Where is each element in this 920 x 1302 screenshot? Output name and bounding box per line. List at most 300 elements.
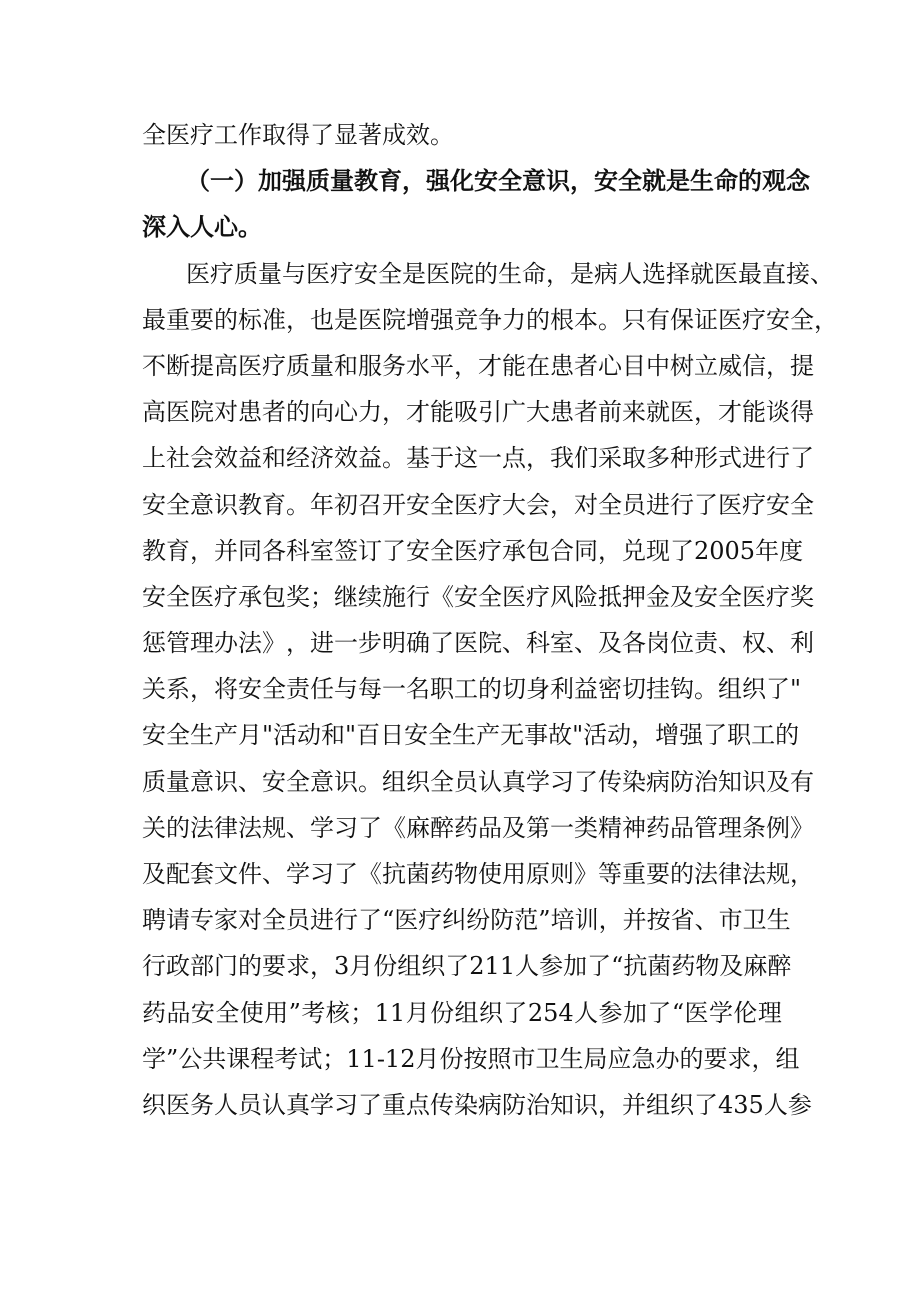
- text-segment: 法: [238, 813, 262, 842]
- text-segment: 生: [766, 906, 791, 935]
- text-segment: ，: [286, 305, 310, 334]
- text-segment: 认: [478, 767, 502, 796]
- text-segment: 全: [718, 582, 742, 611]
- text-segment: 水: [406, 351, 430, 380]
- text-segment: 心: [334, 398, 358, 427]
- text-segment: 法: [190, 813, 214, 842]
- text-segment: 织: [478, 998, 503, 1027]
- text-segment: 件: [238, 860, 262, 888]
- text-segment: 者: [574, 398, 598, 427]
- text-segment: 与: [282, 259, 306, 288]
- text-segment: 市: [718, 906, 743, 935]
- text-segment: 抵: [598, 582, 622, 611]
- text-segment: 考: [301, 998, 326, 1027]
- text-segment: 才: [406, 398, 430, 427]
- text-segment: ": [262, 721, 274, 750]
- text-segment: 承: [238, 582, 262, 611]
- text-segment: 《: [358, 860, 382, 888]
- text-segment: 医: [426, 259, 450, 288]
- text-segment: 安: [406, 536, 430, 565]
- text-segment: 务: [190, 1090, 214, 1119]
- text-segment: 》: [574, 860, 598, 888]
- text-segment: 患: [550, 398, 574, 427]
- text-segment: 施: [382, 582, 406, 611]
- text-segment: 安: [238, 675, 262, 704]
- text-segment: 提: [190, 351, 214, 380]
- text-segment: 责: [286, 675, 310, 704]
- text-segment: 力: [358, 398, 382, 427]
- text-segment: 也: [310, 305, 334, 334]
- text-segment: 社: [166, 444, 190, 473]
- text-segment: ，: [766, 351, 790, 380]
- text-segment: 重: [166, 305, 190, 334]
- text-segment: 安: [190, 998, 215, 1027]
- text-segment: 要: [646, 860, 670, 888]
- text-segment: 全: [790, 305, 814, 334]
- text-segment: 和: [321, 721, 346, 750]
- text-segment: 211: [469, 952, 516, 981]
- text-segment: 是: [402, 259, 426, 288]
- text-segment: 3: [334, 952, 350, 981]
- text-segment: 麻: [406, 813, 430, 842]
- text-segment: 真: [502, 767, 526, 796]
- text-segment: （: [186, 167, 210, 196]
- paragraph-line: [142, 805, 814, 851]
- text-segment: 位: [670, 629, 694, 658]
- text-segment: 风: [550, 582, 574, 611]
- text-segment: 疗: [214, 582, 238, 611]
- text-segment: 习: [334, 813, 358, 842]
- text-segment: 谈: [766, 398, 790, 427]
- text-segment: 直: [762, 259, 786, 288]
- paragraph-line: [142, 759, 814, 805]
- text-segment: 安: [766, 305, 790, 334]
- text-segment: 并: [622, 1090, 646, 1119]
- text-segment: 产: [214, 721, 238, 750]
- text-segment: 生: [452, 721, 477, 750]
- text-segment: 及: [766, 767, 790, 796]
- text-segment: ，: [546, 259, 570, 288]
- text-segment: 卫: [742, 906, 767, 935]
- text-segment: 动: [297, 721, 322, 750]
- text-segment: 传: [598, 767, 622, 796]
- text-segment: 按: [463, 1044, 488, 1073]
- paragraph-line: [142, 712, 800, 758]
- text-segment: 教: [238, 490, 262, 519]
- text-segment: 的: [474, 259, 498, 288]
- text-segment: 向: [310, 398, 334, 427]
- text-segment: 和: [334, 351, 358, 380]
- text-segment: 无: [500, 721, 525, 750]
- text-segment: 疗: [210, 259, 234, 288]
- text-segment: 心: [598, 351, 622, 380]
- text-segment: 意: [190, 490, 214, 519]
- text-segment: 、: [694, 906, 719, 935]
- text-segment: 省: [670, 906, 695, 935]
- text-segment: 药: [454, 813, 478, 842]
- text-segment: 来: [622, 398, 646, 427]
- text-segment: 各: [622, 629, 646, 658]
- text-segment: 信: [742, 351, 766, 380]
- text-segment: 织: [421, 952, 446, 981]
- text-segment: 了: [587, 952, 612, 981]
- text-segment: 组: [382, 767, 406, 796]
- text-segment: 管: [166, 629, 190, 658]
- text-segment: 认: [262, 1090, 286, 1119]
- section-heading-line: [142, 204, 782, 250]
- text-segment: ，: [526, 444, 550, 473]
- text-segment: 育: [262, 490, 286, 519]
- text-segment: 等: [598, 860, 622, 888]
- text-segment: 病: [594, 259, 618, 288]
- text-segment: 身: [526, 675, 550, 704]
- text-segment: 式: [718, 444, 742, 473]
- text-segment: 意: [522, 167, 546, 196]
- text-segment: 接: [786, 259, 810, 288]
- text-segment: 文: [214, 860, 238, 888]
- text-segment: 高: [142, 398, 166, 427]
- text-segment: 就: [642, 167, 666, 196]
- text-segment: ”: [288, 998, 301, 1027]
- text-segment: 法: [694, 860, 718, 888]
- paragraph-line: [142, 574, 814, 620]
- text-segment: ，: [454, 351, 478, 380]
- text-segment: 关: [142, 813, 166, 842]
- text-segment: 规: [262, 813, 286, 842]
- text-segment: 医: [166, 398, 190, 427]
- text-segment: 活: [583, 721, 608, 750]
- text-segment: 局: [583, 1044, 608, 1073]
- text-segment: 识: [334, 767, 358, 796]
- text-segment: 课: [226, 1044, 251, 1073]
- text-segment: 医: [718, 490, 742, 519]
- text-segment: 及: [719, 952, 744, 981]
- text-segment: 开: [382, 490, 406, 519]
- paragraph-line: [142, 251, 834, 297]
- text-segment: 每: [358, 675, 382, 704]
- text-segment: 明: [382, 629, 406, 658]
- text-segment: ”: [538, 906, 551, 935]
- text-segment: 要: [262, 952, 286, 981]
- text-segment: 益: [358, 444, 382, 473]
- text-segment: 理: [190, 629, 214, 658]
- text-segment: 醉: [767, 952, 792, 981]
- paragraph-line: [142, 343, 814, 389]
- text-segment: 责: [694, 629, 718, 658]
- text-segment: 及: [502, 813, 526, 842]
- text-segment: “: [671, 998, 685, 1027]
- text-segment: 、: [262, 860, 286, 888]
- text-segment: ，: [814, 305, 838, 334]
- text-segment: 加: [258, 167, 282, 196]
- text-segment: 能: [502, 351, 526, 380]
- text-segment: 能: [742, 398, 766, 427]
- text-segment: 份: [439, 1044, 464, 1073]
- text-segment: 染: [454, 1090, 478, 1119]
- text-segment: 疗: [478, 490, 502, 519]
- text-segment: 的: [526, 305, 550, 334]
- text-segment: 力: [502, 305, 526, 334]
- text-segment: 步: [358, 629, 382, 658]
- text-segment: 、: [574, 629, 598, 658]
- text-segment: 疗: [418, 906, 443, 935]
- text-segment: 在: [526, 351, 550, 380]
- text-segment: 品: [670, 813, 694, 842]
- text-segment: 。: [286, 490, 310, 519]
- text-segment: 行: [406, 582, 430, 611]
- text-segment: 著: [358, 121, 382, 149]
- text-segment: 工: [751, 721, 776, 750]
- text-segment: 疗: [262, 351, 286, 380]
- text-segment: 254: [527, 998, 574, 1027]
- text-segment: 惩: [142, 629, 166, 658]
- text-segment: 疗: [478, 536, 502, 565]
- text-segment: 得: [286, 121, 310, 149]
- text-segment: 人: [214, 1090, 238, 1119]
- text-segment: 并: [622, 906, 647, 935]
- text-segment: 争: [478, 305, 502, 334]
- text-segment: 量: [166, 767, 190, 796]
- text-segment: 请: [166, 906, 190, 935]
- text-segment: ，: [190, 536, 214, 565]
- text-segment: 才: [718, 398, 742, 427]
- text-segment: “: [611, 952, 624, 981]
- text-segment: 室: [310, 536, 334, 565]
- text-segment: 的: [670, 860, 694, 888]
- text-segment: ，: [570, 167, 594, 196]
- text-segment: 、: [502, 629, 526, 658]
- text-segment: 确: [406, 629, 430, 658]
- text-segment: 月: [349, 952, 374, 981]
- paragraph-line: [142, 851, 814, 897]
- text-segment: 学: [708, 998, 733, 1027]
- text-segment: 重: [382, 1090, 406, 1119]
- text-segment: 学: [310, 1090, 334, 1119]
- text-segment: 教: [354, 167, 378, 196]
- text-segment: 安: [474, 167, 498, 196]
- text-segment: 。: [382, 444, 406, 473]
- text-segment: 得: [790, 398, 814, 427]
- text-segment: 入: [166, 213, 190, 242]
- text-segment: 求: [727, 1044, 752, 1073]
- text-segment: 形: [694, 444, 718, 473]
- text-segment: ，: [310, 952, 334, 981]
- text-segment: 同: [238, 536, 262, 565]
- text-segment: 科: [286, 536, 310, 565]
- text-segment: 织: [742, 675, 766, 704]
- text-segment: 部: [190, 952, 214, 981]
- text-segment: 是: [666, 167, 690, 196]
- text-segment: 物: [695, 952, 720, 981]
- text-segment: 提: [790, 351, 814, 380]
- text-segment: 意: [190, 767, 214, 796]
- text-segment: 室: [550, 629, 574, 658]
- text-segment: 年: [755, 536, 780, 565]
- text-segment: ，: [550, 490, 574, 519]
- text-segment: 全: [618, 167, 642, 196]
- text-segment: 识: [574, 1090, 598, 1119]
- text-segment: 门: [214, 952, 238, 981]
- text-segment: 医: [358, 305, 382, 334]
- text-segment: 知: [718, 767, 742, 796]
- text-segment: 医: [502, 582, 526, 611]
- text-segment: 》: [790, 813, 814, 842]
- text-segment: 了: [647, 998, 672, 1027]
- text-segment: 、: [286, 813, 310, 842]
- text-segment: 保: [670, 305, 694, 334]
- text-segment: 公: [178, 1044, 203, 1073]
- text-segment: 组: [718, 675, 742, 704]
- text-segment: 各: [262, 536, 286, 565]
- text-segment: 育: [166, 536, 190, 565]
- text-segment: 物: [454, 860, 478, 888]
- text-segment: 才: [478, 351, 502, 380]
- text-segment: 百: [356, 721, 381, 750]
- text-segment: 全: [166, 582, 190, 611]
- text-segment: 学: [310, 813, 334, 842]
- text-segment: 全: [430, 536, 454, 565]
- text-segment: 命: [714, 167, 738, 196]
- text-segment: 初: [334, 490, 358, 519]
- text-segment: 2005: [694, 536, 756, 565]
- text-segment: 。: [598, 305, 622, 334]
- text-segment: 全: [430, 490, 454, 519]
- text-segment: 采: [598, 444, 622, 473]
- text-segment: 全: [142, 121, 166, 149]
- text-segment: 》: [262, 629, 286, 658]
- text-segment: 政: [166, 952, 190, 981]
- text-segment: 疗: [742, 305, 766, 334]
- text-segment: 、: [766, 629, 790, 658]
- text-segment: 染: [622, 767, 646, 796]
- text-segment: 现: [646, 536, 670, 565]
- text-segment: 病: [478, 1090, 502, 1119]
- text-segment: ，: [286, 629, 310, 658]
- text-segment: 急: [631, 1044, 656, 1073]
- text-segment: 根: [550, 305, 574, 334]
- text-segment: 人: [515, 952, 540, 981]
- text-segment: 医: [166, 121, 190, 149]
- text-segment: 育: [378, 167, 402, 196]
- text-segment: ，: [598, 1090, 622, 1119]
- text-segment: 一: [550, 813, 574, 842]
- text-segment: 份: [373, 952, 398, 981]
- text-segment: 挂: [646, 675, 670, 704]
- text-segment: 全: [166, 721, 190, 750]
- text-segment: 前: [598, 398, 622, 427]
- text-segment: 选: [642, 259, 666, 288]
- paragraph-line: [142, 528, 804, 574]
- text-segment: 菌: [647, 952, 672, 981]
- text-segment: 名: [406, 675, 430, 704]
- text-segment: 的: [214, 305, 238, 334]
- text-segment: 及: [670, 582, 694, 611]
- text-segment: 召: [358, 490, 382, 519]
- text-segment: 了: [430, 629, 454, 658]
- text-segment: 会: [190, 444, 214, 473]
- text-segment: 度: [779, 536, 804, 565]
- text-segment: 伦: [733, 998, 758, 1027]
- text-segment: 能: [430, 398, 454, 427]
- text-segment: 效: [334, 444, 358, 473]
- text-segment: 第: [526, 813, 550, 842]
- text-segment: 关: [142, 675, 166, 704]
- text-segment: 树: [670, 351, 694, 380]
- text-segment: 应: [607, 1044, 632, 1073]
- text-segment: 切: [622, 675, 646, 704]
- text-segment: 疗: [526, 582, 550, 611]
- paragraph-line: [142, 1082, 812, 1128]
- text-segment: 专: [190, 906, 214, 935]
- text-segment: 医: [190, 582, 214, 611]
- text-segment: 11-12: [346, 1044, 416, 1073]
- text-segment: ；: [350, 998, 375, 1027]
- text-segment: 院: [450, 259, 474, 288]
- text-segment: 安: [594, 167, 618, 196]
- text-segment: 效: [214, 444, 238, 473]
- text-segment: 命: [522, 259, 546, 288]
- text-segment: 证: [694, 305, 718, 334]
- text-segment: 了: [358, 906, 382, 935]
- text-segment: 医: [186, 259, 210, 288]
- text-segment: 动: [607, 721, 632, 750]
- text-segment: 全: [262, 906, 286, 935]
- text-segment: 进: [310, 906, 334, 935]
- text-segment: 有: [790, 767, 814, 796]
- text-segment: 本: [574, 305, 598, 334]
- text-segment: 增: [406, 305, 430, 334]
- text-segment: 承: [502, 536, 526, 565]
- text-segment: 卫: [535, 1044, 560, 1073]
- text-segment: 药: [430, 860, 454, 888]
- text-segment: 防: [670, 767, 694, 796]
- text-segment: 要: [190, 305, 214, 334]
- text-segment: 织: [406, 767, 430, 796]
- text-segment: ，: [598, 536, 622, 565]
- text-segment: 组: [646, 1090, 670, 1119]
- paragraph-line: [142, 482, 814, 528]
- text-segment: 药: [646, 813, 670, 842]
- text-segment: 人: [190, 213, 214, 242]
- text-segment: 神: [622, 813, 646, 842]
- text-segment: 全: [428, 721, 453, 750]
- text-segment: 强: [430, 305, 454, 334]
- text-segment: ，: [382, 398, 406, 427]
- text-segment: 及: [142, 860, 166, 888]
- paragraph-line: [142, 666, 802, 712]
- text-segment: 全: [598, 490, 622, 519]
- text-segment: 对: [574, 490, 598, 519]
- text-segment: 取: [622, 444, 646, 473]
- text-segment: 这: [454, 444, 478, 473]
- paragraph-line: [142, 1036, 800, 1082]
- text-segment: 竞: [454, 305, 478, 334]
- text-segment: 包: [526, 536, 550, 565]
- text-segment: 事: [524, 721, 549, 750]
- text-segment: 医: [454, 629, 478, 658]
- text-segment: 的: [478, 675, 502, 704]
- text-segment: 《: [430, 582, 454, 611]
- text-segment: 员: [622, 490, 646, 519]
- text-segment: 了: [310, 121, 334, 149]
- text-segment: 治: [694, 767, 718, 796]
- text-segment: 活: [273, 721, 298, 750]
- text-segment: 医: [670, 398, 694, 427]
- text-segment: ": [345, 721, 357, 750]
- text-segment: 济: [310, 444, 334, 473]
- text-segment: 并: [214, 536, 238, 565]
- text-segment: 一: [210, 167, 234, 196]
